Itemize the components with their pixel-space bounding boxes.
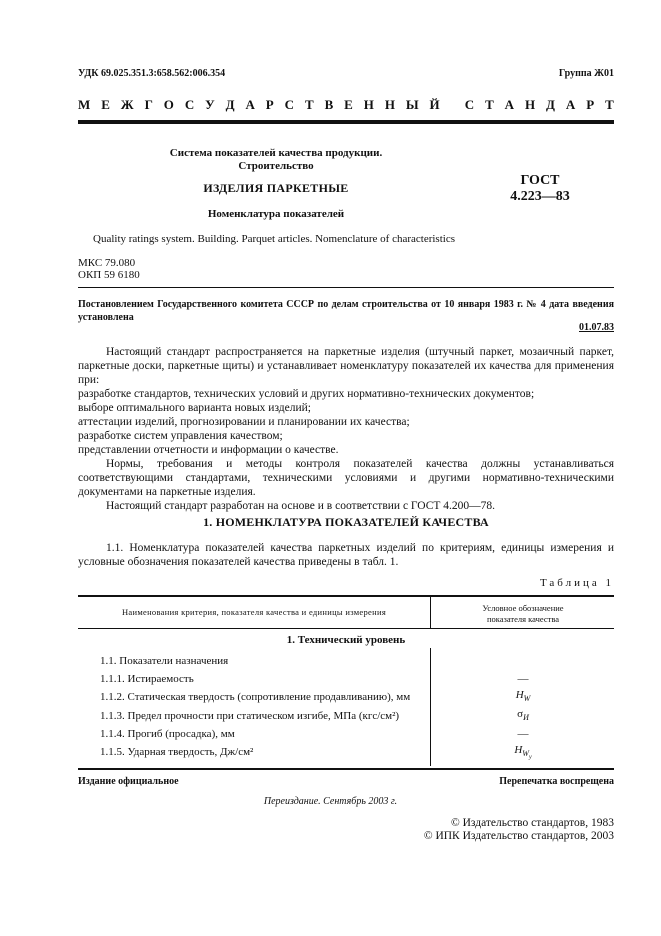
banner-letter: В xyxy=(324,97,334,112)
list-item: выборе оптимального варианта новых изделий; xyxy=(78,402,311,414)
table-row-symbol: — xyxy=(517,673,529,685)
banner-letter: Р xyxy=(586,97,595,112)
english-title: Quality ratings system. Building. Parquet articles. Nomenclature of characteristics xyxy=(93,233,455,245)
standard-type-banner xyxy=(78,97,614,113)
table-column-divider xyxy=(430,648,431,766)
system-title-line1: Система показателей качества продукции. xyxy=(169,147,383,159)
basis-paragraph: Настоящий стандарт разработан на основе и в соответствии с ГОСТ 4.200—78. xyxy=(106,500,496,512)
banner-letter: У xyxy=(205,97,215,112)
gost-number: 4.223—83 xyxy=(510,189,570,204)
reissue-note: Переиздание. Сентябрь 2003 г. xyxy=(263,796,398,807)
norms-paragraph: Нормы, требования и методы контроля показателей качества должны устанавливаться соответствующими стандартами, техническими условиями и другими нормативно-техническими документами на паркетные изделия. xyxy=(78,458,614,498)
banner-letter: Ж xyxy=(120,97,134,112)
gost-designation xyxy=(500,173,580,205)
table-row-symbol: $\sigma_И$ xyxy=(517,708,529,723)
table-header-symbol-line2: показателя качества xyxy=(486,614,560,624)
table-row-name: 1.1. Показатели назначения xyxy=(100,655,229,667)
intro-body xyxy=(78,345,614,513)
list-item: разработке стандартов, технических условий и других нормативно-технических документов; xyxy=(78,388,535,400)
banner-letter: Т xyxy=(304,97,314,112)
banner-letter: Й xyxy=(429,97,440,112)
footer-rule xyxy=(78,768,614,770)
copyright-1983: © Издательство стандартов, 1983 xyxy=(450,817,614,829)
banner-letter: Д xyxy=(225,97,235,112)
table-header-rule xyxy=(78,628,614,629)
document-subtitle: Номенклатура показателей xyxy=(207,208,345,220)
table-caption: Таблица 1 xyxy=(539,577,614,589)
mks-code: МКС 79.080 xyxy=(78,257,136,269)
banner-letter: С xyxy=(284,97,295,112)
group-code: Группа Ж01 xyxy=(558,68,614,79)
section-paragraph: 1.1. Номенклатура показателей качества паркетных изделий по критериям, единицы измерения и условные обозначения показателей качества приведены в табл. 1. xyxy=(78,542,614,568)
middle-rule xyxy=(78,287,614,288)
top-rule xyxy=(78,120,614,124)
banner-letter: Т xyxy=(605,97,614,112)
banner-letter: Е xyxy=(344,97,353,112)
table-header-symbol-line1: Условное обозначение xyxy=(482,603,564,613)
table-row-symbol: $H_{W_у}$ xyxy=(514,744,532,761)
edition-label: Издание официальное xyxy=(78,776,179,787)
banner-letter: Н xyxy=(524,97,536,112)
reprint-forbidden-label: Перепечатка воспрещена xyxy=(499,776,614,787)
banner-letter: С xyxy=(184,97,195,112)
banner-letter: Е xyxy=(101,97,110,112)
banner-letter: Н xyxy=(363,97,374,112)
table-row-symbol: — xyxy=(517,728,529,740)
udk-code: УДК 69.025.351.3:658.562:006.354 xyxy=(78,68,226,79)
table-row-name: 1.1.3. Предел прочности при статическом изгибе, МПа (кгс/см²) xyxy=(100,710,400,722)
table-top-rule xyxy=(78,595,614,597)
intro-paragraph: Настоящий стандарт распространяется на паркетные изделия (штучный паркет, мозаичный паркет, паркетные доски, паркетные щиты) и устанавливает номенклатуру показателей их качества для применения при: xyxy=(78,346,614,386)
document-title: ИЗДЕЛИЯ ПАРКЕТНЫЕ xyxy=(203,181,349,195)
table-row-symbol: $H_W$ xyxy=(515,689,531,704)
table-row-name: 1.1.4. Прогиб (просадка), мм xyxy=(100,728,235,740)
banner-letter: С xyxy=(464,97,475,112)
banner-letter: Р xyxy=(265,97,274,112)
introduction-date: 01.07.83 xyxy=(579,322,614,333)
list-item: представлении отчетности и информации о качестве. xyxy=(78,444,339,456)
okp-code: ОКП 59 6180 xyxy=(78,269,140,281)
classification-codes xyxy=(78,257,140,281)
section-heading: 1. НОМЕНКЛАТУРА ПОКАЗАТЕЛЕЙ КАЧЕСТВА xyxy=(203,515,489,529)
table-column-divider xyxy=(430,597,431,628)
list-item: разработке систем управления качеством; xyxy=(78,430,283,442)
banner-letter: Т xyxy=(485,97,494,112)
system-title-line2: Строительство xyxy=(238,160,314,172)
decree-text: Постановлением Государственного комитета СССР по делам строительства от 10 января 1983 г. № 4 дата введения установлена xyxy=(78,299,614,323)
table-row-name: 1.1.5. Ударная твердость, Дж/см² xyxy=(100,746,254,758)
banner-letter: О xyxy=(163,97,174,112)
banner-letter: Г xyxy=(144,97,153,112)
system-title xyxy=(160,147,392,173)
banner-letter xyxy=(451,97,454,113)
banner-letter: Н xyxy=(384,97,395,112)
table-header-symbol xyxy=(432,603,614,625)
table-header-name: Наименования критерия, показателя качества и единицы измерения xyxy=(121,607,387,617)
banner-letter: М xyxy=(78,97,91,112)
banner-letter: А xyxy=(565,97,576,112)
list-item: аттестации изделий, прогнозировании и планировании их качества; xyxy=(78,416,410,428)
gost-label: ГОСТ xyxy=(520,173,560,188)
banner-letter: Д xyxy=(546,97,555,112)
banner-letter: А xyxy=(245,97,255,112)
banner-letter: А xyxy=(504,97,515,112)
copyright-2003: © ИПК Издательство стандартов, 2003 xyxy=(423,830,614,842)
table-group-heading: 1. Технический уровень xyxy=(286,634,406,646)
table-row-name: 1.1.2. Статическая твердость (сопротивление продавливанию), мм xyxy=(100,691,411,703)
banner-letter: Ы xyxy=(405,97,419,112)
table-row-name: 1.1.1. Истираемость xyxy=(100,673,194,685)
